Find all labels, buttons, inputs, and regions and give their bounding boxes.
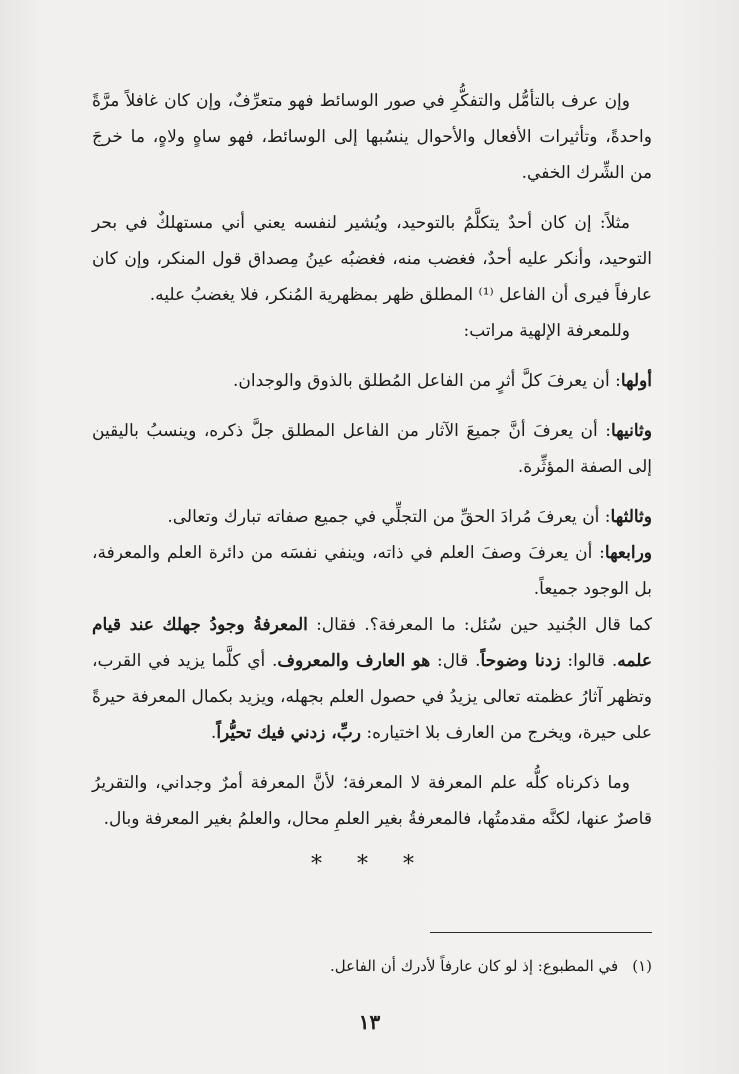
- bold-text-run: ربِّ، زدني فيك تحيُّراً: [216, 723, 361, 743]
- footnote: [92, 953, 652, 979]
- paragraph: [92, 363, 652, 399]
- text-run: : أن يعرفَ كلَّ أثرٍ من الفاعل المُطلق بالذوق والوجدان.: [232, 371, 621, 391]
- paragraph: [92, 607, 652, 751]
- paragraph: [92, 83, 652, 191]
- text-run: كما قال الجُنيد حين سُئل: ما المعرفة؟. فقال:: [307, 615, 652, 635]
- text-run: : أن يعرفَ وصفَ العلم في ذاته، وينفي نفسَه من دائرة العلم والمعرفة، بل الوجود جميعاً.: [92, 543, 652, 599]
- paragraph: [92, 413, 652, 485]
- main-text: [92, 83, 652, 837]
- paragraph: [92, 499, 652, 535]
- text-run: وللمعرفة الإلهية مراتب:: [463, 321, 630, 341]
- paragraph: [92, 765, 652, 837]
- section-separator: * * *: [311, 852, 428, 877]
- footnote-number: (١): [632, 957, 652, 975]
- bold-text-run: أولها: [620, 371, 652, 391]
- text-run: . قالوا:: [560, 651, 618, 671]
- paragraph: [92, 313, 652, 349]
- bold-text-run: وثالثها: [610, 507, 652, 527]
- page-number: ١٣: [358, 1010, 381, 1034]
- text-run: وما ذكرناه كلُّه علم المعرفة لا المعرفة؛ لأنَّ المعرفة أمرٌ وجداني، والتقريرُ قاصرٌ عنها، لكنَّه مقدمتُها، فالمعرفةُ بغير العلمِ محال، والعلمُ بغير المعرفة وبال.: [92, 773, 652, 829]
- bold-text-run: زدنا وضوحاً: [480, 651, 561, 671]
- paragraph: [92, 205, 652, 313]
- bold-text-run: وثانيها: [611, 421, 652, 441]
- paragraph: [92, 535, 652, 607]
- bold-text-run: هو العارف والمعروف: [277, 651, 431, 671]
- footnote-rule: [430, 932, 652, 933]
- text-run: مثلاً: إن كان أحدٌ يتكلَّمُ بالتوحيد، ويُشير لنفسه يعني أني مستهلكٌ في بحر التوحيد، وأنكر عليه أحدٌ، فغضب منه، فغضبُه عينُ مِصداق قول المنكر، وإن كان عارفاً فيرى أن الفاعل ⁽¹⁾ المطلق ظهر بمظهرية المُنكر، فلا يغضبُ عليه.: [92, 213, 652, 305]
- text-run: .: [210, 723, 217, 743]
- text-run: : أن يعرفَ أنَّ جميعَ الآثار من الفاعل المطلق جلَّ ذكره، وينسبُ باليقين إلى الصفة المؤثِّرة.: [92, 421, 652, 477]
- text-run: . أي كلَّما يزيد في القرب، وتظهر آثارُ عظمته تعالى يزيدُ في حصول العلم بجهله، ويزيد بكمال المعرفة حيرةً على حيرة، ويخرج من العارف بلا اختياره:: [92, 651, 652, 743]
- bold-text-run: ورابعها: [604, 543, 652, 563]
- bold-text-run: المعرفةُ وجودُ جهلك عند قيام علمه: [92, 615, 652, 671]
- text-run: . قال:: [430, 651, 481, 671]
- text-run: وإن عرف بالتأمُّل والتفكُّرِ في صور الوسائط فهو متعرِّفٌ، وإن كان غافلاً مرَّةً واحدةً، وتأثيرات الأفعال والأحوال ينسُبها إلى الوسائط، فهو ساهٍ ولاهٍ، ما خرجَ من الشِّرك الخفي.: [92, 91, 652, 183]
- footnote-text: في المطبوع: إذ لو كان عارفاً لأدرك أن الفاعل.: [330, 957, 619, 975]
- text-run: : أن يعرفَ مُرادَ الحقِّ من التجلِّي في جميع صفاته تبارك وتعالى.: [167, 507, 611, 527]
